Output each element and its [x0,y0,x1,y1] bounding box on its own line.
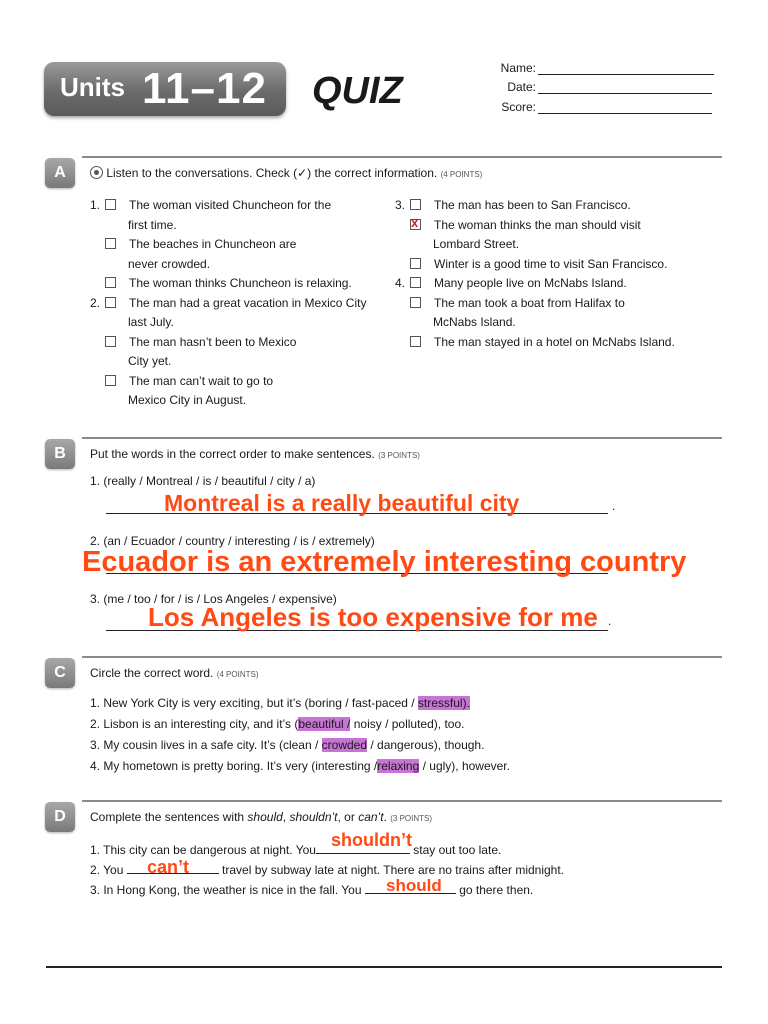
b-item-1-answer: Montreal is a really beautiful city [164,490,520,516]
question-number: 4. [395,276,406,290]
checkbox-checked[interactable] [410,214,421,230]
b-item-3-answer: Los Angeles is too expensive for me [148,602,598,632]
checkbox[interactable] [105,297,116,308]
section-c-points: (4 POINTS) [216,670,259,679]
score-label: Score: [501,100,536,114]
circled-answer[interactable]: crowded [321,738,368,752]
section-c-instruction: Circle the correct word. (4 POINTS) [90,666,259,680]
circled-answer[interactable]: stressful). [417,696,470,710]
d-item-1: 1. This city can be dangerous at night. You stay out too late. [90,840,501,861]
date-label: Date: [507,80,536,94]
section-a-rule [82,156,722,158]
units-label: Units [60,72,125,102]
score-field[interactable] [0,100,768,116]
question-a2-option-1: 2. The man had a great vacation in Mexico City [90,294,366,314]
section-d-points: (3 POINTS) [390,814,433,823]
section-d-instruction: Complete the sentences with should, shouldn’t, or can’t. (3 POINTS) [90,810,433,824]
checkbox[interactable] [410,297,421,308]
c-item-4: 4. My hometown is pretty boring. It’s very (interesting /relaxing / ugly), however. [90,759,510,773]
question-number: 3. [395,198,406,212]
question-a3: 3. The man has been to San Francisco. x The woman thinks the man should visit Lombard Street. Winter is a good time to visit San Francisco. 4. Many people live on McNabs Island. The man took a boat from Halifax to McNabs Island. The man stayed in a hotel on McNabs Island. [395,196,675,352]
d-item-3-answer: should [386,876,442,895]
question-number: 2. [90,295,101,310]
quiz-title: QUIZ [312,70,403,112]
c-item-2: 2. Lisbon is an interesting city, and it’s (beautiful / noisy / polluted), too. [90,717,465,731]
checkbox[interactable] [105,336,116,347]
date-field[interactable] [0,80,768,96]
question-a2-option-3: The man can’t wait to go to [90,372,366,392]
b-item-1-period: . [612,499,616,513]
c-item-1: 1. New York City is very exciting, but it’s (boring / fast-paced / stressful). [90,696,470,710]
circled-answer[interactable]: relaxing [377,759,420,773]
checkbox[interactable] [105,238,116,249]
question-a1: 1. The woman visited Chuncheon for the first time. The beaches in Chuncheon are never crowded. The woman thinks Chuncheon is relaxing. 2. The man had a great vacation in Mexico City last July. The man hasn’t been to Mexico City yet. The man can’t wait to go to Mexico City in August. [90,198,367,407]
checkbox[interactable] [105,375,116,386]
audio-icon[interactable] [90,166,103,179]
question-a4-option-3: The man stayed in a hotel on McNabs Island. [395,333,675,353]
question-a2-option-2: The man hasn’t been to Mexico [90,333,366,353]
section-d-rule [82,800,722,802]
b-item-2-answer: Ecuador is an extremely interesting country [82,546,687,578]
checkbox[interactable] [410,199,421,210]
name-field[interactable] [0,61,768,77]
checkbox[interactable] [105,277,116,288]
question-a3-option-2: x The woman thinks the man should visit [411,214,641,232]
b-item-3-prompt: 3. (me / too / for / is / Los Angeles / expensive) [90,592,337,606]
section-b-badge: B [45,439,75,469]
b-item-3-period: . [608,614,612,628]
name-line [538,74,714,75]
section-b-points: (3 POINTS) [378,451,420,460]
name-label: Name: [500,61,536,75]
question-a1-option-1: 1. The woman visited Chuncheon for the [90,196,366,216]
question-number: 1. [90,198,101,212]
question-a3-option-3: Winter is a good time to visit San Francisco. [395,255,675,275]
question-a4-option-2: The man took a boat from Halifax to [395,294,675,314]
score-line [538,113,712,114]
checkbox[interactable] [410,336,421,347]
question-a1-option-2: The beaches in Chuncheon are [90,235,366,255]
section-a-instruction: Listen to the conversations. Check (✓) the correct information. (4 POINTS) [90,166,482,180]
checkbox[interactable] [105,199,116,210]
x-mark-icon: x [411,214,419,230]
b-item-2-prompt: 2. (an / Ecuador / country / interesting / is / extremely) [90,534,375,548]
section-c-badge: C [45,658,75,688]
d-item-1-answer: shouldn’t [331,830,412,850]
d-item-3: 3. In Hong Kong, the weather is nice in the fall. You go there then. [90,880,533,901]
section-c-rule [82,656,722,658]
units-number: 11–12 [142,64,267,113]
section-a-badge: A [45,158,75,188]
circled-answer[interactable]: beautiful / [298,717,351,731]
c-item-3: 3. My cousin lives in a safe city. It’s (clean / crowded / dangerous), though. [90,738,485,752]
question-a1-option-3: The woman thinks Chuncheon is relaxing. [90,274,366,294]
checkbox[interactable] [410,258,421,269]
checkbox[interactable] [410,277,421,288]
footer-rule [46,966,722,968]
d-item-2-answer: can’t [147,857,190,877]
question-a3-option-1: 3. The man has been to San Francisco. [395,196,675,216]
section-b-instruction: Put the words in the correct order to make sentences. (3 POINTS) [90,447,420,461]
section-d-badge: D [45,802,75,832]
date-line [538,93,712,94]
b-item-1-prompt: 1. (really / Montreal / is / beautiful / city / a) [90,474,316,488]
question-a4-option-1: 4. Many people live on McNabs Island. [395,274,675,294]
section-b-rule [82,437,722,439]
d-item-2: 2. You travel by subway late at night. There are no trains after midnight. [90,860,564,881]
section-a-points: (4 POINTS) [440,170,483,179]
